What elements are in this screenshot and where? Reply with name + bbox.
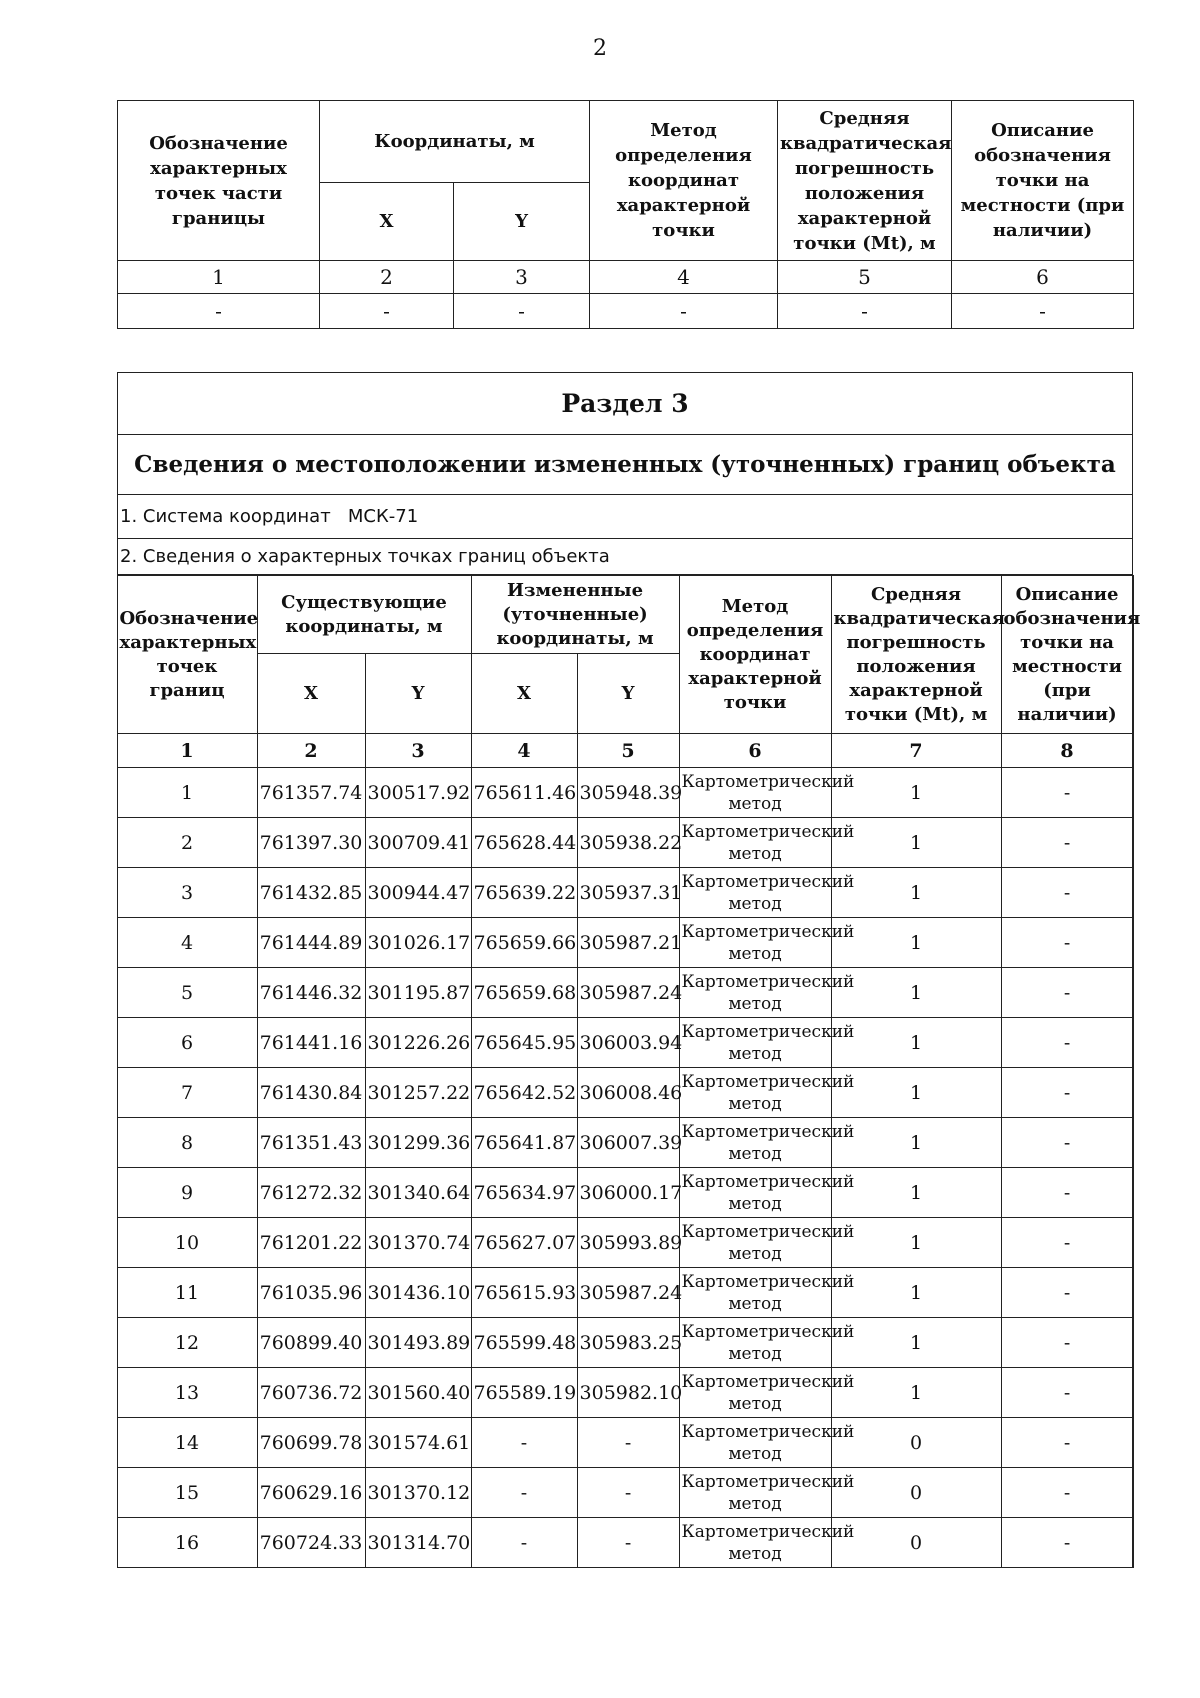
changed-x-cell: 765639.22 bbox=[471, 868, 577, 918]
description-cell: - bbox=[1001, 1018, 1133, 1068]
method-cell: Картометрический метод bbox=[679, 1368, 831, 1418]
existing-y-cell: 301574.61 bbox=[365, 1418, 471, 1468]
accuracy-cell: 0 bbox=[831, 1418, 1001, 1468]
accuracy-cell: 1 bbox=[831, 1068, 1001, 1118]
existing-y-cell: 300944.47 bbox=[365, 868, 471, 918]
description-cell: - bbox=[1001, 1068, 1133, 1118]
page-number: 2 bbox=[593, 36, 607, 61]
changed-x-cell: 765599.48 bbox=[471, 1318, 577, 1368]
existing-x-cell: 761430.84 bbox=[257, 1068, 365, 1118]
column-number: 3 bbox=[454, 261, 590, 294]
changed-y-cell: 305948.39 bbox=[577, 768, 679, 818]
existing-y-cell: 301026.17 bbox=[365, 918, 471, 968]
existing-y-cell: 301493.89 bbox=[365, 1318, 471, 1368]
table-row bbox=[117, 868, 1133, 918]
header-designation: Обозначение характерных точек границ bbox=[117, 576, 257, 734]
point-number-cell: 7 bbox=[117, 1068, 257, 1118]
table-row bbox=[117, 1518, 1133, 1568]
changed-y-cell: 305987.24 bbox=[577, 968, 679, 1018]
existing-y-cell: 301370.12 bbox=[365, 1468, 471, 1518]
existing-x-cell: 761397.30 bbox=[257, 818, 365, 868]
description-cell: - bbox=[1001, 1318, 1133, 1368]
method-cell: Картометрический метод bbox=[679, 868, 831, 918]
description-cell: - bbox=[1001, 868, 1133, 918]
description-cell: - bbox=[1001, 1168, 1133, 1218]
accuracy-cell: 1 bbox=[831, 1018, 1001, 1068]
changed-x-cell: - bbox=[471, 1468, 577, 1518]
points-info-label: 2. Сведения о характерных точках границ объекта bbox=[118, 539, 1132, 575]
header-description: Описание обозначения точки на местности (при наличии) bbox=[1001, 576, 1133, 734]
table-cell: - bbox=[952, 294, 1134, 329]
point-number-cell: 13 bbox=[117, 1368, 257, 1418]
table-cell: - bbox=[118, 294, 320, 329]
column-number: 2 bbox=[257, 734, 365, 768]
table-row bbox=[117, 1368, 1133, 1418]
coordinate-system bbox=[118, 495, 1132, 539]
changed-y-cell: 305937.31 bbox=[577, 868, 679, 918]
changed-x-cell: 765659.68 bbox=[471, 968, 577, 1018]
description-cell: - bbox=[1001, 1218, 1133, 1268]
part-boundary-points-table bbox=[117, 100, 1134, 329]
column-number: 2 bbox=[320, 261, 454, 294]
changed-y-cell: - bbox=[577, 1418, 679, 1468]
method-cell: Картометрический метод bbox=[679, 818, 831, 868]
changed-y-cell: 305993.89 bbox=[577, 1218, 679, 1268]
existing-x-cell: 761432.85 bbox=[257, 868, 365, 918]
existing-y-cell: 301314.70 bbox=[365, 1518, 471, 1568]
existing-y-cell: 300709.41 bbox=[365, 818, 471, 868]
table-row bbox=[117, 1118, 1133, 1168]
header-changed-x: X bbox=[471, 654, 577, 734]
description-cell: - bbox=[1001, 1518, 1133, 1568]
method-cell: Картометрический метод bbox=[679, 1018, 831, 1068]
accuracy-cell: 1 bbox=[831, 1118, 1001, 1168]
existing-x-cell: 760629.16 bbox=[257, 1468, 365, 1518]
changed-x-cell: - bbox=[471, 1518, 577, 1568]
accuracy-cell: 1 bbox=[831, 818, 1001, 868]
existing-x-cell: 760724.33 bbox=[257, 1518, 365, 1568]
header-coordinates: Координаты, м bbox=[320, 101, 590, 183]
changed-x-cell: 765628.44 bbox=[471, 818, 577, 868]
header-y: Y bbox=[454, 183, 590, 261]
column-number: 5 bbox=[577, 734, 679, 768]
description-cell: - bbox=[1001, 1118, 1133, 1168]
section-subtitle: Сведения о местоположении измененных (уточненных) границ объекта bbox=[118, 435, 1132, 495]
existing-y-cell: 301370.74 bbox=[365, 1218, 471, 1268]
changed-y-cell: 305987.21 bbox=[577, 918, 679, 968]
description-cell: - bbox=[1001, 1268, 1133, 1318]
changed-y-cell: 306007.39 bbox=[577, 1118, 679, 1168]
changed-x-cell: 765627.07 bbox=[471, 1218, 577, 1268]
method-cell: Картометрический метод bbox=[679, 1118, 831, 1168]
column-number: 7 bbox=[831, 734, 1001, 768]
header-existing-x: X bbox=[257, 654, 365, 734]
accuracy-cell: 1 bbox=[831, 1218, 1001, 1268]
table-row bbox=[117, 1068, 1133, 1118]
changed-y-cell: - bbox=[577, 1518, 679, 1568]
existing-x-cell: 760699.78 bbox=[257, 1418, 365, 1468]
accuracy-cell: 1 bbox=[831, 1168, 1001, 1218]
existing-x-cell: 761357.74 bbox=[257, 768, 365, 818]
table-row bbox=[117, 1268, 1133, 1318]
point-number-cell: 15 bbox=[117, 1468, 257, 1518]
method-cell: Картометрический метод bbox=[679, 768, 831, 818]
method-cell: Картометрический метод bbox=[679, 1418, 831, 1468]
accuracy-cell: 1 bbox=[831, 918, 1001, 968]
point-number-cell: 8 bbox=[117, 1118, 257, 1168]
existing-x-cell: 761441.16 bbox=[257, 1018, 365, 1068]
existing-x-cell: 760736.72 bbox=[257, 1368, 365, 1418]
column-number: 1 bbox=[118, 261, 320, 294]
existing-y-cell: 301195.87 bbox=[365, 968, 471, 1018]
coordinate-system-value: МСК-71 bbox=[347, 506, 419, 527]
table-cell: - bbox=[454, 294, 590, 329]
point-number-cell: 9 bbox=[117, 1168, 257, 1218]
header-method: Метод определения координат характерной точки bbox=[679, 576, 831, 734]
changed-x-cell: 765659.66 bbox=[471, 918, 577, 968]
column-number: 5 bbox=[778, 261, 952, 294]
point-number-cell: 4 bbox=[117, 918, 257, 968]
accuracy-cell: 0 bbox=[831, 1468, 1001, 1518]
column-number: 3 bbox=[365, 734, 471, 768]
changed-y-cell: 305987.24 bbox=[577, 1268, 679, 1318]
point-number-cell: 3 bbox=[117, 868, 257, 918]
changed-y-cell: 305938.22 bbox=[577, 818, 679, 868]
method-cell: Картометрический метод bbox=[679, 1318, 831, 1368]
header-accuracy: Средняя квадратическая погрешность положения характерной точки (Mt), м bbox=[778, 101, 952, 261]
table-row bbox=[117, 1168, 1133, 1218]
changed-x-cell: 765589.19 bbox=[471, 1368, 577, 1418]
header-changed-coordinates: Измененные (уточненные) координаты, м bbox=[471, 576, 679, 654]
existing-x-cell: 761201.22 bbox=[257, 1218, 365, 1268]
description-cell: - bbox=[1001, 1418, 1133, 1468]
description-cell: - bbox=[1001, 1368, 1133, 1418]
point-number-cell: 2 bbox=[117, 818, 257, 868]
column-number: 6 bbox=[679, 734, 831, 768]
existing-y-cell: 301560.40 bbox=[365, 1368, 471, 1418]
method-cell: Картометрический метод bbox=[679, 918, 831, 968]
existing-x-cell: 761444.89 bbox=[257, 918, 365, 968]
changed-x-cell: 765611.46 bbox=[471, 768, 577, 818]
table-row bbox=[117, 1318, 1133, 1368]
changed-x-cell: 765634.97 bbox=[471, 1168, 577, 1218]
point-number-cell: 5 bbox=[117, 968, 257, 1018]
table-cell: - bbox=[590, 294, 778, 329]
table-row bbox=[117, 768, 1133, 818]
header-method: Метод определения координат характерной точки bbox=[590, 101, 778, 261]
column-number-row bbox=[117, 734, 1133, 768]
accuracy-cell: 1 bbox=[831, 1318, 1001, 1368]
changed-x-cell: 765641.87 bbox=[471, 1118, 577, 1168]
accuracy-cell: 1 bbox=[831, 1368, 1001, 1418]
description-cell: - bbox=[1001, 918, 1133, 968]
existing-y-cell: 301257.22 bbox=[365, 1068, 471, 1118]
header-designation: Обозначение характерных точек части границы bbox=[118, 101, 320, 261]
header-accuracy: Средняя квадратическая погрешность положения характерной точки (Mt), м bbox=[831, 576, 1001, 734]
existing-y-cell: 301226.26 bbox=[365, 1018, 471, 1068]
existing-y-cell: 301299.36 bbox=[365, 1118, 471, 1168]
column-number: 1 bbox=[117, 734, 257, 768]
changed-x-cell: - bbox=[471, 1418, 577, 1468]
point-number-cell: 12 bbox=[117, 1318, 257, 1368]
table-row bbox=[117, 1418, 1133, 1468]
description-cell: - bbox=[1001, 1468, 1133, 1518]
table-row bbox=[117, 1018, 1133, 1068]
description-cell: - bbox=[1001, 818, 1133, 868]
changed-y-cell: - bbox=[577, 1468, 679, 1518]
accuracy-cell: 0 bbox=[831, 1518, 1001, 1568]
changed-y-cell: 305982.10 bbox=[577, 1368, 679, 1418]
changed-x-cell: 765645.95 bbox=[471, 1018, 577, 1068]
header-x: X bbox=[320, 183, 454, 261]
point-number-cell: 11 bbox=[117, 1268, 257, 1318]
boundary-points-table bbox=[117, 575, 1141, 1568]
method-cell: Картометрический метод bbox=[679, 968, 831, 1018]
header-changed-y: Y bbox=[577, 654, 679, 734]
column-number: 8 bbox=[1001, 734, 1133, 768]
column-number: 4 bbox=[590, 261, 778, 294]
existing-x-cell: 761035.96 bbox=[257, 1268, 365, 1318]
point-number-cell: 14 bbox=[117, 1418, 257, 1468]
method-cell: Картометрический метод bbox=[679, 1218, 831, 1268]
existing-y-cell: 301340.64 bbox=[365, 1168, 471, 1218]
section-title: Раздел 3 bbox=[118, 373, 1132, 435]
accuracy-cell: 1 bbox=[831, 968, 1001, 1018]
method-cell: Картометрический метод bbox=[679, 1168, 831, 1218]
changed-y-cell: 306003.94 bbox=[577, 1018, 679, 1068]
table-row bbox=[117, 1218, 1133, 1268]
section-3 bbox=[117, 372, 1141, 1568]
accuracy-cell: 1 bbox=[831, 768, 1001, 818]
header-existing-coordinates: Существующие координаты, м bbox=[257, 576, 471, 654]
existing-x-cell: 761446.32 bbox=[257, 968, 365, 1018]
accuracy-cell: 1 bbox=[831, 868, 1001, 918]
method-cell: Картометрический метод bbox=[679, 1468, 831, 1518]
column-number: 4 bbox=[471, 734, 577, 768]
table-row bbox=[117, 918, 1133, 968]
existing-y-cell: 300517.92 bbox=[365, 768, 471, 818]
accuracy-cell: 1 bbox=[831, 1268, 1001, 1318]
coordinate-system-label: 1. Система координат bbox=[120, 506, 331, 527]
table-row bbox=[118, 294, 1134, 329]
column-number-row bbox=[118, 261, 1134, 294]
description-cell: - bbox=[1001, 968, 1133, 1018]
existing-x-cell: 761272.32 bbox=[257, 1168, 365, 1218]
changed-y-cell: 306008.46 bbox=[577, 1068, 679, 1118]
table-row bbox=[117, 818, 1133, 868]
existing-x-cell: 760899.40 bbox=[257, 1318, 365, 1368]
point-number-cell: 6 bbox=[117, 1018, 257, 1068]
header-existing-y: Y bbox=[365, 654, 471, 734]
description-cell: - bbox=[1001, 768, 1133, 818]
table-row bbox=[117, 968, 1133, 1018]
existing-x-cell: 761351.43 bbox=[257, 1118, 365, 1168]
header-description: Описание обозначения точки на местности (при наличии) bbox=[952, 101, 1134, 261]
table-cell: - bbox=[778, 294, 952, 329]
column-number: 6 bbox=[952, 261, 1134, 294]
changed-x-cell: 765615.93 bbox=[471, 1268, 577, 1318]
point-number-cell: 10 bbox=[117, 1218, 257, 1268]
point-number-cell: 16 bbox=[117, 1518, 257, 1568]
point-number-cell: 1 bbox=[117, 768, 257, 818]
changed-y-cell: 305983.25 bbox=[577, 1318, 679, 1368]
existing-y-cell: 301436.10 bbox=[365, 1268, 471, 1318]
method-cell: Картометрический метод bbox=[679, 1268, 831, 1318]
table-row bbox=[117, 1468, 1133, 1518]
changed-x-cell: 765642.52 bbox=[471, 1068, 577, 1118]
table-cell: - bbox=[320, 294, 454, 329]
changed-y-cell: 306000.17 bbox=[577, 1168, 679, 1218]
method-cell: Картометрический метод bbox=[679, 1068, 831, 1118]
method-cell: Картометрический метод bbox=[679, 1518, 831, 1568]
